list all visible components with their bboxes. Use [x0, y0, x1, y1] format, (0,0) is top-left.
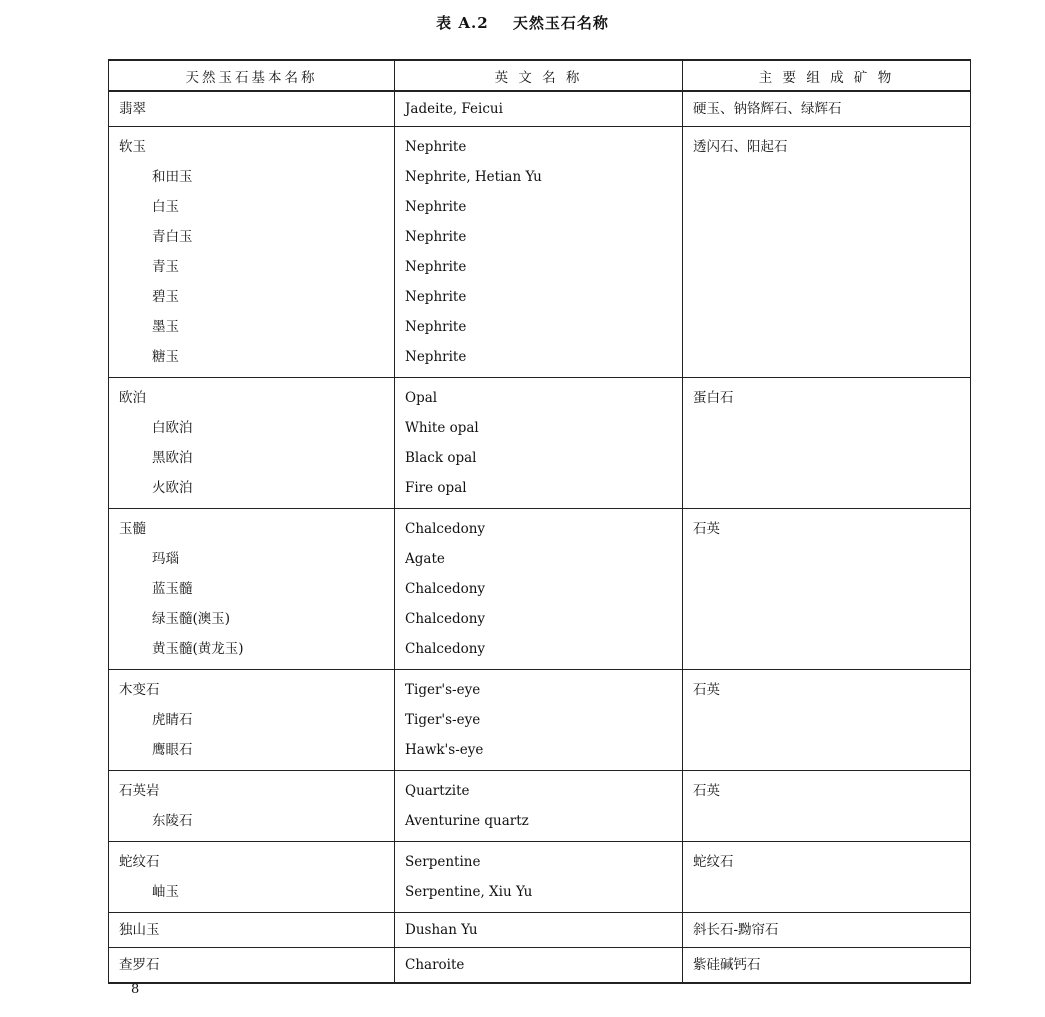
english-name-cell: [395, 670, 683, 771]
basic-name: 石英岩: [119, 783, 160, 799]
mineral-name: 蛇纹石: [693, 854, 734, 870]
mineral-cell: [683, 948, 971, 984]
english-name: Fire opal: [405, 480, 467, 496]
variety-name: 黑欧泊: [152, 450, 193, 466]
mineral-cell: [683, 913, 971, 948]
table-row: [109, 842, 971, 913]
english-name-cell: [395, 91, 683, 127]
basic-name: 查罗石: [119, 957, 160, 973]
english-name: Chalcedony: [405, 581, 486, 597]
chinese-name-cell: [109, 771, 395, 842]
variety-name: 绿玉髓(澳玉): [152, 611, 231, 627]
english-name: Agate: [405, 551, 445, 567]
mineral-cell: [683, 127, 971, 378]
variety-name: 虎睛石: [152, 712, 193, 728]
english-name: Tiger's-eye: [405, 682, 481, 698]
basic-name: 欧泊: [119, 390, 146, 406]
mineral-cell: [683, 91, 971, 127]
english-name: White opal: [405, 420, 479, 436]
variety-name: 墨玉: [152, 319, 179, 335]
chinese-name-cell: [109, 913, 395, 948]
mineral-name: 斜长石-黝帘石: [693, 922, 779, 938]
mineral-cell: [683, 771, 971, 842]
variety-name: 和田玉: [152, 169, 193, 185]
english-name: Nephrite: [405, 289, 467, 305]
basic-name: 独山玉: [119, 922, 160, 938]
variety-name: 岫玉: [152, 884, 179, 900]
header-row: [109, 60, 971, 91]
mineral-name: 石英: [693, 783, 720, 799]
table-row: [109, 913, 971, 948]
english-name-cell: [395, 378, 683, 509]
variety-name: 黄玉髓(黄龙玉): [152, 641, 244, 657]
mineral-name: 石英: [693, 521, 720, 537]
english-name: Black opal: [405, 450, 477, 466]
english-name: Quartzite: [405, 783, 470, 799]
mineral-name: 透闪石、阳起石: [693, 139, 788, 155]
mineral-cell: [683, 842, 971, 913]
variety-name: 玛瑙: [152, 551, 179, 567]
table-row: [109, 378, 971, 509]
table-row: [109, 127, 971, 378]
variety-name: 火欧泊: [152, 480, 193, 496]
table-caption: [0, 12, 1045, 33]
gem-name-table: [108, 59, 971, 984]
basic-name: 软玉: [119, 139, 146, 155]
mineral-name: 石英: [693, 682, 720, 698]
page-number: 8: [131, 982, 140, 997]
variety-name: 鹰眼石: [152, 742, 193, 758]
mineral-cell: [683, 509, 971, 670]
english-name-cell: [395, 771, 683, 842]
variety-name: 青白玉: [152, 229, 193, 245]
table-row: [109, 771, 971, 842]
english-name-cell: [395, 842, 683, 913]
chinese-name-cell: [109, 948, 395, 984]
variety-name: 东陵石: [152, 813, 193, 829]
chinese-name-cell: [109, 670, 395, 771]
table-row: [109, 509, 971, 670]
variety-name: 青玉: [152, 259, 179, 275]
english-name: Nephrite: [405, 229, 467, 245]
basic-name: 翡翠: [119, 101, 146, 117]
english-name: Charoite: [405, 957, 465, 973]
english-name: Chalcedony: [405, 611, 486, 627]
mineral-cell: [683, 378, 971, 509]
variety-name: 白玉: [152, 199, 179, 215]
variety-name: 碧玉: [152, 289, 179, 305]
english-name: Dushan Yu: [405, 922, 478, 938]
variety-name: 蓝玉髓: [152, 581, 193, 597]
english-name: Chalcedony: [405, 521, 486, 537]
chinese-name-cell: [109, 127, 395, 378]
chinese-name-cell: [109, 378, 395, 509]
english-name: Nephrite: [405, 139, 467, 155]
english-name-cell: [395, 913, 683, 948]
english-name: Nephrite, Hetian Yu: [405, 169, 542, 185]
english-name-cell: [395, 948, 683, 984]
basic-name: 木变石: [119, 682, 160, 698]
chinese-name-cell: [109, 509, 395, 670]
english-name: Tiger's-eye: [405, 712, 481, 728]
variety-name: 白欧泊: [152, 420, 193, 436]
header-mineral: 主 要 组 成 矿 物: [683, 60, 971, 91]
english-name: Opal: [405, 390, 438, 406]
mineral-cell: [683, 670, 971, 771]
chinese-name-cell: [109, 842, 395, 913]
english-name: Nephrite: [405, 349, 467, 365]
table-title: 天然玉石名称: [512, 14, 609, 32]
basic-name: 蛇纹石: [119, 854, 160, 870]
mineral-name: 硬玉、钠铬辉石、绿辉石: [693, 101, 842, 117]
english-name: Serpentine, Xiu Yu: [405, 884, 533, 900]
table-row: [109, 670, 971, 771]
header-chinese-name: 天然玉石基本名称: [109, 60, 395, 91]
english-name: Jadeite, Feicui: [405, 101, 503, 117]
table-row: [109, 948, 971, 984]
english-name: Aventurine quartz: [405, 813, 529, 829]
variety-name: 糖玉: [152, 349, 179, 365]
mineral-name: 紫硅碱钙石: [693, 957, 761, 973]
chinese-name-cell: [109, 91, 395, 127]
english-name: Nephrite: [405, 199, 467, 215]
english-name: Chalcedony: [405, 641, 486, 657]
basic-name: 玉髓: [119, 521, 146, 537]
english-name-cell: [395, 127, 683, 378]
header-english-name: 英 文 名 称: [395, 60, 683, 91]
english-name-cell: [395, 509, 683, 670]
english-name: Nephrite: [405, 259, 467, 275]
table-number: 表 A.2: [436, 14, 489, 32]
english-name: Serpentine: [405, 854, 481, 870]
english-name: Hawk's-eye: [405, 742, 484, 758]
mineral-name: 蛋白石: [693, 390, 734, 406]
table-row: [109, 91, 971, 127]
english-name: Nephrite: [405, 319, 467, 335]
